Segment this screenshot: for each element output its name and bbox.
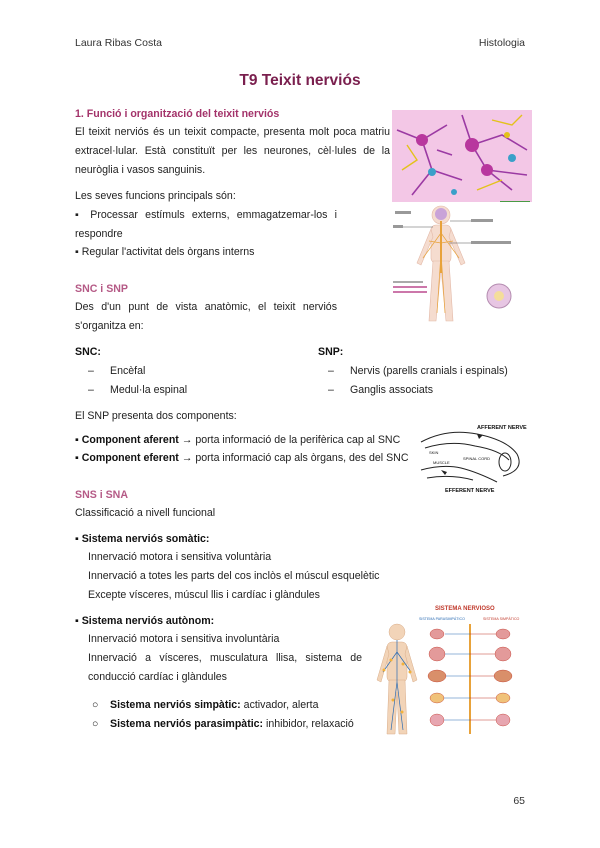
header-subject: Histologia [478, 37, 525, 49]
efferent-component: ▪ Component eferent → porta informació cap als òrgans, des del SNC [75, 452, 409, 464]
snc-item-2: – Medul·la espinal [88, 384, 188, 396]
functions-label: Les seves funcions principals són: [75, 190, 236, 202]
somatic-line-3: Excepte vísceres, múscul llis i cardíac i glàndules [88, 589, 320, 601]
neural-tissue-image [392, 110, 532, 202]
human-nervous-system-image [393, 203, 523, 327]
page-title: T9 Teixit nerviós [239, 72, 361, 89]
autonomic-line-1: Innervació motora i sensitiva involuntària [88, 633, 280, 645]
snc-item-1: – Encèfal [88, 365, 146, 377]
section-heading-function: 1. Funció i organització del teixit nerviós [75, 108, 280, 120]
spinal-cord-label: SPINAL CORD [463, 456, 490, 461]
snp-item-2: – Ganglis associats [328, 384, 434, 396]
header-author: Laura Ribas Costa [75, 37, 162, 49]
snc-label: SNC: [75, 346, 101, 358]
autonomic-label: ▪ Sistema nerviós autònom: [75, 615, 215, 627]
section-heading-sns-sna: SNS i SNA [75, 489, 128, 501]
parasympathetic-item: ○ Sistema nerviós parasimpàtic: inhibidor, relaxació [92, 718, 354, 730]
afferent-nerve-label: AFFERENT NERVE [477, 425, 527, 431]
section-heading-snc-snp: SNC i SNP [75, 283, 128, 295]
afferent-component: ▪ Component aferent → porta informació de la perifèrica cap al SNC [75, 434, 401, 446]
function-item-2: ▪ Regular l'activitat dels òrgans interns [75, 246, 255, 258]
sympathetic-header: SISTEMA SIMPÁTICO [483, 617, 520, 621]
functional-classification: Classificació a nivell funcional [75, 507, 216, 519]
page-number: 65 [513, 795, 525, 807]
somatic-line-2: Innervació a totes les parts del cos inclòs el múscul esquelètic [88, 570, 380, 582]
image-divider [500, 201, 530, 202]
snc-snp-intro: Des d'un punt de vista anatòmic, el teixit nerviós s'organitza en: [75, 301, 337, 332]
skin-label: SKIN [429, 450, 439, 455]
autonomic-line-2: Innervació a vísceres, musculatura llisa, sistema de conducció cardíac i glàndules [88, 652, 362, 683]
autonomic-system-diagram [375, 602, 530, 738]
ns-diagram-title: SISTEMA NERVIOSO [435, 606, 495, 612]
snp-label: SNP: [318, 346, 344, 358]
snp-components-label: El SNP presenta dos components: [75, 410, 237, 422]
afferent-efferent-diagram [417, 420, 529, 496]
efferent-nerve-label: EFFERENT NERVE [445, 488, 495, 494]
snp-item-1: – Nervis (parells cranials i espinals) [328, 365, 508, 377]
sympathetic-item: ○ Sistema nerviós simpàtic: activador, alerta [92, 699, 319, 711]
parasympathetic-header: SISTEMA PARASIMPÁTICO [419, 617, 465, 621]
somatic-label: ▪ Sistema nerviós somàtic: [75, 533, 210, 545]
function-item-1: ▪ Processar estímuls externs, emmagatzemar-los i respondre [75, 209, 337, 240]
somatic-line-1: Innervació motora i sensitiva voluntària [88, 551, 272, 563]
section-intro: El teixit nerviós és un teixit compacte, presenta molt poca matriu extracel·lular. Està constituït per les neurones, cèl·lules de la neuròglia i vasos sanguinis. [75, 126, 390, 176]
muscle-label: MUSCLE [433, 460, 450, 465]
